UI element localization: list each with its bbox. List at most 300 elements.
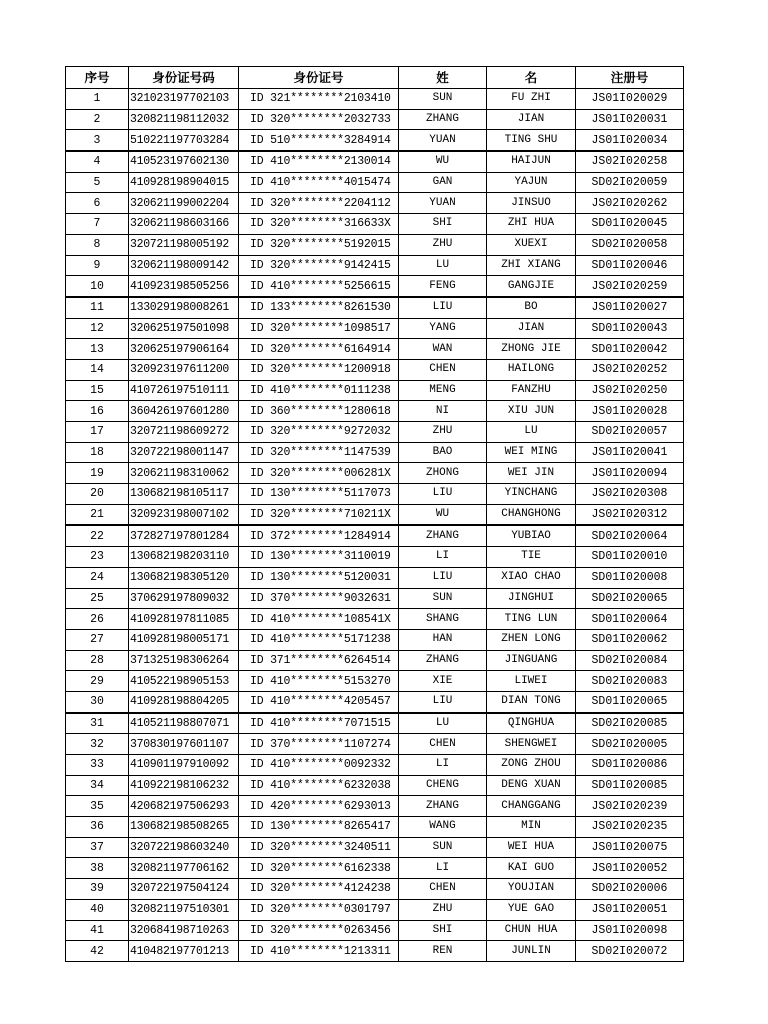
cell-reg-no: SD01I020064	[576, 609, 684, 630]
cell-given-name: ZONG ZHOU	[487, 755, 576, 776]
cell-id-masked: ID 320********2032733	[239, 109, 399, 130]
cell-id-code: 320625197906164	[129, 339, 239, 360]
cell-given-name: TING LUN	[487, 609, 576, 630]
cell-seq: 17	[66, 422, 129, 443]
table-row	[66, 109, 684, 130]
header-row	[66, 67, 684, 89]
cell-given-name: YAJUN	[487, 172, 576, 193]
cell-id-masked: ID 410********6232038	[239, 775, 399, 796]
cell-id-code: 320621198310062	[129, 463, 239, 484]
cell-surname: ZHANG	[399, 525, 487, 546]
cell-reg-no: SD01I020086	[576, 755, 684, 776]
cell-id-code: 320722198001147	[129, 442, 239, 463]
cell-seq: 26	[66, 609, 129, 630]
cell-surname: LIU	[399, 691, 487, 712]
table-row	[66, 151, 684, 172]
cell-id-code: 130682198105117	[129, 484, 239, 505]
table-row	[66, 775, 684, 796]
cell-reg-no: JS01I020041	[576, 442, 684, 463]
cell-reg-no: JS01I020034	[576, 130, 684, 151]
cell-reg-no: JS02I020262	[576, 193, 684, 214]
cell-seq: 18	[66, 442, 129, 463]
cell-id-masked: ID 130********3110019	[239, 547, 399, 568]
cell-seq: 42	[66, 941, 129, 962]
table-row	[66, 193, 684, 214]
cell-surname: SUN	[399, 89, 487, 110]
cell-id-masked: ID 320********006281X	[239, 463, 399, 484]
cell-id-code: 320621199002204	[129, 193, 239, 214]
table-body	[66, 89, 684, 962]
table-row	[66, 858, 684, 879]
cell-id-code: 410928198904015	[129, 172, 239, 193]
cell-seq: 41	[66, 920, 129, 941]
cell-reg-no: SD02I020084	[576, 650, 684, 671]
table-row	[66, 547, 684, 568]
cell-id-code: 410901197910092	[129, 755, 239, 776]
cell-id-code: 320621198603166	[129, 214, 239, 235]
table-row	[66, 796, 684, 817]
cell-surname: HAN	[399, 629, 487, 650]
cell-reg-no: JS02I020252	[576, 359, 684, 380]
cell-id-code: 320821198112032	[129, 109, 239, 130]
cell-surname: ZHONG	[399, 463, 487, 484]
cell-id-masked: ID 133********8261530	[239, 297, 399, 318]
table-row	[66, 422, 684, 443]
cell-given-name: ZHONG JIE	[487, 339, 576, 360]
cell-id-code: 320625197501098	[129, 318, 239, 339]
table-row	[66, 401, 684, 422]
cell-seq: 36	[66, 817, 129, 838]
cell-given-name: KAI GUO	[487, 858, 576, 879]
cell-surname: XIE	[399, 671, 487, 692]
cell-id-code: 133029198008261	[129, 297, 239, 318]
cell-id-code: 370830197601107	[129, 734, 239, 755]
cell-given-name: DIAN TONG	[487, 691, 576, 712]
cell-reg-no: JS01I020031	[576, 109, 684, 130]
cell-seq: 4	[66, 151, 129, 172]
cell-surname: GAN	[399, 172, 487, 193]
cell-id-code: 130682198305120	[129, 567, 239, 588]
cell-given-name: TIE	[487, 547, 576, 568]
table-row	[66, 899, 684, 920]
cell-seq: 5	[66, 172, 129, 193]
table-row	[66, 629, 684, 650]
cell-given-name: YUE GAO	[487, 899, 576, 920]
cell-surname: FENG	[399, 276, 487, 297]
cell-seq: 21	[66, 504, 129, 525]
cell-id-masked: ID 130********5117073	[239, 484, 399, 505]
cell-seq: 33	[66, 755, 129, 776]
cell-id-masked: ID 410********1213311	[239, 941, 399, 962]
table-row	[66, 941, 684, 962]
cell-id-masked: ID 370********1107274	[239, 734, 399, 755]
cell-id-code: 410522198905153	[129, 671, 239, 692]
cell-surname: SHI	[399, 214, 487, 235]
cell-surname: NI	[399, 401, 487, 422]
cell-surname: LU	[399, 713, 487, 734]
cell-seq: 8	[66, 234, 129, 255]
cell-given-name: QINGHUA	[487, 713, 576, 734]
cell-id-code: 410726197510111	[129, 380, 239, 401]
cell-reg-no: JS01I020028	[576, 401, 684, 422]
table-row	[66, 234, 684, 255]
cell-reg-no: SD02I020005	[576, 734, 684, 755]
cell-reg-no: JS02I020312	[576, 504, 684, 525]
cell-given-name: HAIJUN	[487, 151, 576, 172]
cell-id-code: 420682197506293	[129, 796, 239, 817]
cell-id-masked: ID 320********3240511	[239, 837, 399, 858]
cell-surname: LIU	[399, 567, 487, 588]
cell-seq: 31	[66, 713, 129, 734]
table-row	[66, 504, 684, 525]
table-row	[66, 609, 684, 630]
cell-seq: 12	[66, 318, 129, 339]
cell-given-name: XIAO CHAO	[487, 567, 576, 588]
cell-reg-no: JS02I020235	[576, 817, 684, 838]
header-reg-no: 注册号	[576, 67, 684, 89]
cell-id-code: 320684198710263	[129, 920, 239, 941]
table-row	[66, 817, 684, 838]
cell-seq: 13	[66, 339, 129, 360]
cell-reg-no: SD01I020042	[576, 339, 684, 360]
cell-id-masked: ID 320********9272032	[239, 422, 399, 443]
cell-surname: ZHU	[399, 234, 487, 255]
cell-given-name: YOUJIAN	[487, 879, 576, 900]
cell-id-masked: ID 420********6293013	[239, 796, 399, 817]
cell-surname: CHEN	[399, 879, 487, 900]
cell-surname: YUAN	[399, 193, 487, 214]
cell-given-name: LU	[487, 422, 576, 443]
cell-id-masked: ID 321********2103410	[239, 89, 399, 110]
cell-id-code: 410928197811085	[129, 609, 239, 630]
cell-reg-no: SD01I020046	[576, 255, 684, 276]
cell-seq: 25	[66, 588, 129, 609]
cell-id-code: 320722197504124	[129, 879, 239, 900]
cell-given-name: JIAN	[487, 109, 576, 130]
cell-given-name: JIAN	[487, 318, 576, 339]
cell-given-name: YUBIAO	[487, 525, 576, 546]
cell-id-masked: ID 320********9142415	[239, 255, 399, 276]
table-row	[66, 567, 684, 588]
cell-id-masked: ID 410********5153270	[239, 671, 399, 692]
cell-seq: 16	[66, 401, 129, 422]
cell-id-masked: ID 410********5256615	[239, 276, 399, 297]
cell-id-masked: ID 320********0263456	[239, 920, 399, 941]
cell-seq: 28	[66, 650, 129, 671]
cell-surname: WU	[399, 504, 487, 525]
cell-reg-no: SD02I020059	[576, 172, 684, 193]
cell-reg-no: JS01I020052	[576, 858, 684, 879]
cell-given-name: WEI JIN	[487, 463, 576, 484]
cell-seq: 14	[66, 359, 129, 380]
cell-surname: WANG	[399, 817, 487, 838]
cell-id-masked: ID 320********4124238	[239, 879, 399, 900]
cell-id-code: 410923198505256	[129, 276, 239, 297]
cell-id-masked: ID 130********5120031	[239, 567, 399, 588]
cell-given-name: TING SHU	[487, 130, 576, 151]
cell-id-masked: ID 320********6164914	[239, 339, 399, 360]
cell-id-masked: ID 320********0301797	[239, 899, 399, 920]
cell-reg-no: SD01I020062	[576, 629, 684, 650]
cell-surname: SHANG	[399, 609, 487, 630]
cell-given-name: SHENGWEI	[487, 734, 576, 755]
cell-seq: 20	[66, 484, 129, 505]
registration-table	[65, 66, 684, 962]
table-row	[66, 484, 684, 505]
table-row	[66, 442, 684, 463]
cell-seq: 9	[66, 255, 129, 276]
cell-reg-no: SD02I020006	[576, 879, 684, 900]
cell-id-masked: ID 320********5192015	[239, 234, 399, 255]
header-surname: 姓	[399, 67, 487, 89]
cell-surname: LI	[399, 547, 487, 568]
cell-seq: 3	[66, 130, 129, 151]
cell-reg-no: SD02I020057	[576, 422, 684, 443]
cell-surname: CHENG	[399, 775, 487, 796]
cell-given-name: GANGJIE	[487, 276, 576, 297]
cell-given-name: CHANGHONG	[487, 504, 576, 525]
cell-given-name: WEI MING	[487, 442, 576, 463]
cell-id-masked: ID 410********108541X	[239, 609, 399, 630]
cell-seq: 30	[66, 691, 129, 712]
cell-surname: ZHANG	[399, 650, 487, 671]
cell-id-code: 320621198009142	[129, 255, 239, 276]
cell-reg-no: SD02I020085	[576, 713, 684, 734]
table-row	[66, 755, 684, 776]
cell-id-masked: ID 410********0111238	[239, 380, 399, 401]
cell-seq: 22	[66, 525, 129, 546]
cell-reg-no: JS02I020259	[576, 276, 684, 297]
cell-surname: ZHANG	[399, 109, 487, 130]
cell-reg-no: JS01I020094	[576, 463, 684, 484]
table-row	[66, 691, 684, 712]
cell-given-name: JINSUO	[487, 193, 576, 214]
cell-seq: 38	[66, 858, 129, 879]
cell-seq: 10	[66, 276, 129, 297]
cell-id-code: 130682198508265	[129, 817, 239, 838]
cell-given-name: WEI HUA	[487, 837, 576, 858]
cell-given-name: ZHEN LONG	[487, 629, 576, 650]
table-row	[66, 463, 684, 484]
cell-id-masked: ID 320********1098517	[239, 318, 399, 339]
table-row	[66, 380, 684, 401]
cell-surname: CHEN	[399, 359, 487, 380]
cell-id-code: 410928198005171	[129, 629, 239, 650]
cell-surname: WAN	[399, 339, 487, 360]
cell-seq: 6	[66, 193, 129, 214]
cell-surname: LI	[399, 755, 487, 776]
cell-id-masked: ID 320********2204112	[239, 193, 399, 214]
cell-id-masked: ID 410********0092332	[239, 755, 399, 776]
table-row	[66, 650, 684, 671]
cell-given-name: JINGHUI	[487, 588, 576, 609]
table-row	[66, 297, 684, 318]
cell-seq: 39	[66, 879, 129, 900]
cell-id-code: 371325198306264	[129, 650, 239, 671]
cell-surname: LU	[399, 255, 487, 276]
cell-seq: 19	[66, 463, 129, 484]
cell-reg-no: JS02I020258	[576, 151, 684, 172]
header-given-name: 名	[487, 67, 576, 89]
cell-surname: MENG	[399, 380, 487, 401]
cell-reg-no: SD01I020043	[576, 318, 684, 339]
cell-id-code: 410928198804205	[129, 691, 239, 712]
table-row	[66, 130, 684, 151]
cell-seq: 34	[66, 775, 129, 796]
cell-id-masked: ID 410********7071515	[239, 713, 399, 734]
cell-reg-no: SD01I020008	[576, 567, 684, 588]
cell-surname: WU	[399, 151, 487, 172]
cell-seq: 23	[66, 547, 129, 568]
cell-given-name: LIWEI	[487, 671, 576, 692]
cell-given-name: YINCHANG	[487, 484, 576, 505]
table-row	[66, 837, 684, 858]
cell-reg-no: JS02I020308	[576, 484, 684, 505]
cell-reg-no: SD01I020085	[576, 775, 684, 796]
cell-reg-no: SD02I020058	[576, 234, 684, 255]
cell-reg-no: SD01I020045	[576, 214, 684, 235]
cell-surname: LI	[399, 858, 487, 879]
cell-surname: YANG	[399, 318, 487, 339]
cell-seq: 37	[66, 837, 129, 858]
table-row	[66, 89, 684, 110]
cell-given-name: XIU JUN	[487, 401, 576, 422]
cell-given-name: ZHI XIANG	[487, 255, 576, 276]
cell-id-masked: ID 130********8265417	[239, 817, 399, 838]
cell-given-name: JUNLIN	[487, 941, 576, 962]
cell-seq: 32	[66, 734, 129, 755]
cell-id-code: 320923197611200	[129, 359, 239, 380]
table-row	[66, 359, 684, 380]
cell-id-masked: ID 410********2130014	[239, 151, 399, 172]
cell-surname: CHEN	[399, 734, 487, 755]
table-row	[66, 276, 684, 297]
cell-reg-no: SD01I020010	[576, 547, 684, 568]
cell-id-code: 320721198609272	[129, 422, 239, 443]
cell-surname: BAO	[399, 442, 487, 463]
cell-id-masked: ID 360********1280618	[239, 401, 399, 422]
cell-id-code: 410482197701213	[129, 941, 239, 962]
cell-reg-no: JS02I020239	[576, 796, 684, 817]
cell-seq: 7	[66, 214, 129, 235]
table-row	[66, 734, 684, 755]
table-row	[66, 920, 684, 941]
header-id-masked: 身份证号	[239, 67, 399, 89]
cell-given-name: FU ZHI	[487, 89, 576, 110]
cell-given-name: ZHI HUA	[487, 214, 576, 235]
table-row	[66, 172, 684, 193]
table-row	[66, 318, 684, 339]
cell-given-name: FANZHU	[487, 380, 576, 401]
cell-id-masked: ID 510********3284914	[239, 130, 399, 151]
cell-id-masked: ID 410********4015474	[239, 172, 399, 193]
cell-given-name: MIN	[487, 817, 576, 838]
cell-id-code: 320721198005192	[129, 234, 239, 255]
cell-seq: 15	[66, 380, 129, 401]
cell-given-name: JINGUANG	[487, 650, 576, 671]
cell-surname: LIU	[399, 297, 487, 318]
cell-seq: 1	[66, 89, 129, 110]
cell-id-masked: ID 370********9032631	[239, 588, 399, 609]
cell-given-name: CHUN HUA	[487, 920, 576, 941]
cell-reg-no: SD02I020072	[576, 941, 684, 962]
cell-reg-no: SD02I020064	[576, 525, 684, 546]
cell-seq: 24	[66, 567, 129, 588]
cell-surname: SUN	[399, 837, 487, 858]
table-row	[66, 671, 684, 692]
cell-id-code: 321023197702103	[129, 89, 239, 110]
cell-surname: SUN	[399, 588, 487, 609]
cell-given-name: HAILONG	[487, 359, 576, 380]
header-seq: 序号	[66, 67, 129, 89]
cell-seq: 29	[66, 671, 129, 692]
cell-surname: YUAN	[399, 130, 487, 151]
cell-id-code: 130682198203110	[129, 547, 239, 568]
cell-id-code: 372827197801284	[129, 525, 239, 546]
cell-reg-no: JS01I020075	[576, 837, 684, 858]
cell-id-masked: ID 320********1200918	[239, 359, 399, 380]
cell-id-code: 410922198106232	[129, 775, 239, 796]
cell-id-masked: ID 372********1284914	[239, 525, 399, 546]
cell-reg-no: JS01I020029	[576, 89, 684, 110]
cell-reg-no: JS01I020027	[576, 297, 684, 318]
cell-id-code: 320923198007102	[129, 504, 239, 525]
cell-id-code: 410521198807071	[129, 713, 239, 734]
cell-seq: 2	[66, 109, 129, 130]
table-row	[66, 339, 684, 360]
cell-seq: 40	[66, 899, 129, 920]
cell-id-masked: ID 320********316633X	[239, 214, 399, 235]
cell-surname: ZHU	[399, 899, 487, 920]
cell-reg-no: SD01I020065	[576, 691, 684, 712]
cell-id-masked: ID 320********1147539	[239, 442, 399, 463]
header-id-code: 身份证号码	[129, 67, 239, 89]
cell-id-masked: ID 320********710211X	[239, 504, 399, 525]
cell-surname: LIU	[399, 484, 487, 505]
table-row	[66, 879, 684, 900]
cell-reg-no: SD02I020083	[576, 671, 684, 692]
cell-given-name: XUEXI	[487, 234, 576, 255]
cell-id-code: 410523197602130	[129, 151, 239, 172]
table-row	[66, 255, 684, 276]
cell-surname: REN	[399, 941, 487, 962]
cell-id-code: 370629197809032	[129, 588, 239, 609]
cell-id-masked: ID 410********5171238	[239, 629, 399, 650]
cell-id-code: 320821197510301	[129, 899, 239, 920]
cell-reg-no: JS01I020051	[576, 899, 684, 920]
cell-id-code: 360426197601280	[129, 401, 239, 422]
cell-surname: SHI	[399, 920, 487, 941]
cell-reg-no: JS01I020098	[576, 920, 684, 941]
cell-seq: 11	[66, 297, 129, 318]
cell-seq: 27	[66, 629, 129, 650]
cell-id-code: 320722198603240	[129, 837, 239, 858]
cell-id-masked: ID 320********6162338	[239, 858, 399, 879]
cell-id-code: 510221197703284	[129, 130, 239, 151]
cell-id-masked: ID 410********4205457	[239, 691, 399, 712]
table-row	[66, 214, 684, 235]
table-row	[66, 525, 684, 546]
cell-id-masked: ID 371********6264514	[239, 650, 399, 671]
cell-reg-no: SD02I020065	[576, 588, 684, 609]
cell-surname: ZHANG	[399, 796, 487, 817]
cell-given-name: BO	[487, 297, 576, 318]
cell-reg-no: JS02I020250	[576, 380, 684, 401]
table-row	[66, 588, 684, 609]
cell-seq: 35	[66, 796, 129, 817]
cell-given-name: DENG XUAN	[487, 775, 576, 796]
table-row	[66, 713, 684, 734]
